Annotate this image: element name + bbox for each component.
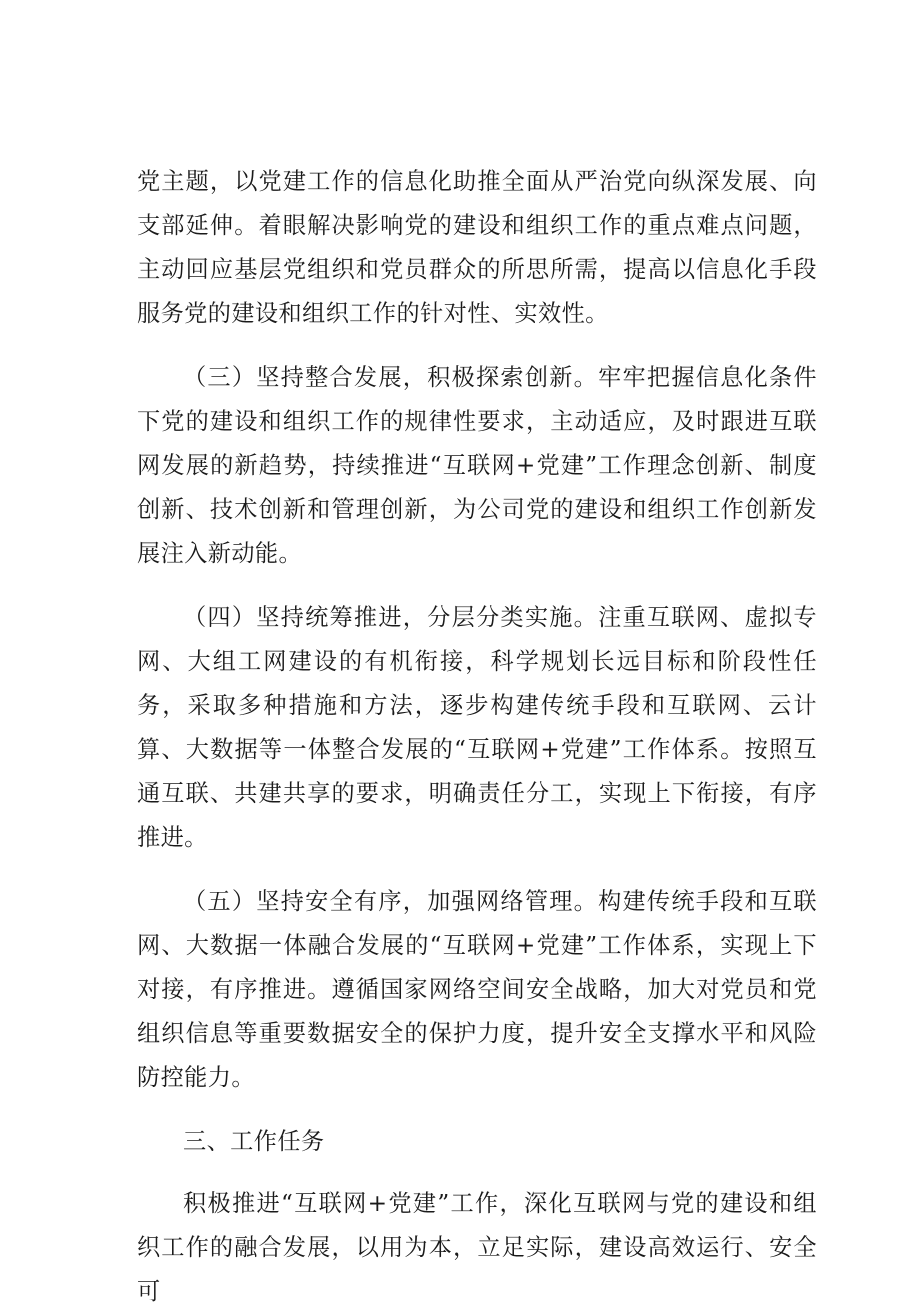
paragraph-principle-4: （四）坚持统筹推进，分层分类实施。注重互联网、虚拟专网、大组工网建设的有机衔接，科学规划长远目标和阶段性任务，采取多种措施和方法，逐步构建传统手段和互联网、云计算、大数据等一体整合发展的“互联网+党建”工作体系。按照互通互联、共建共享的要求，明确责任分工，实现上下衔接，有序推进。 (137, 604, 817, 851)
paragraph-principle-5: （五）坚持安全有序，加强网络管理。构建传统手段和互联网、大数据一体融合发展的“互联网+党建”工作体系，实现上下对接，有序推进。遵循国家网络空间安全战略，加大对党员和党组织信息等重要数据安全的保护力度，提升安全支撑水平和风险防控能力。 (137, 888, 817, 1091)
section-heading-work-tasks: 三、工作任务 (183, 1128, 325, 1155)
paragraph-work-tasks-intro: 积极推进“互联网+党建”工作，深化互联网与党的建设和组织工作的融合发展，以用为本，立足实际，建设高效运行、安全可 (137, 1190, 817, 1305)
paragraph-principle-3: （三）坚持整合发展，积极探索创新。牢牢把握信息化条件下党的建设和组织工作的规律性要求，主动适应，及时跟进互联网发展的新趋势，持续推进“互联网+党建”工作理念创新、制度创新、技术创新和管理创新，为公司党的建设和组织工作创新发展注入新动能。 (137, 364, 817, 567)
paragraph-continuation: 党主题，以党建工作的信息化助推全面从严治党向纵深发展、向支部延伸。着眼解决影响党的建设和组织工作的重点难点问题，主动回应基层党组织和党员群众的所思所需，提高以信息化手段服务党的建设和组织工作的针对性、实效性。 (137, 168, 817, 327)
document-body (137, 160, 817, 1314)
